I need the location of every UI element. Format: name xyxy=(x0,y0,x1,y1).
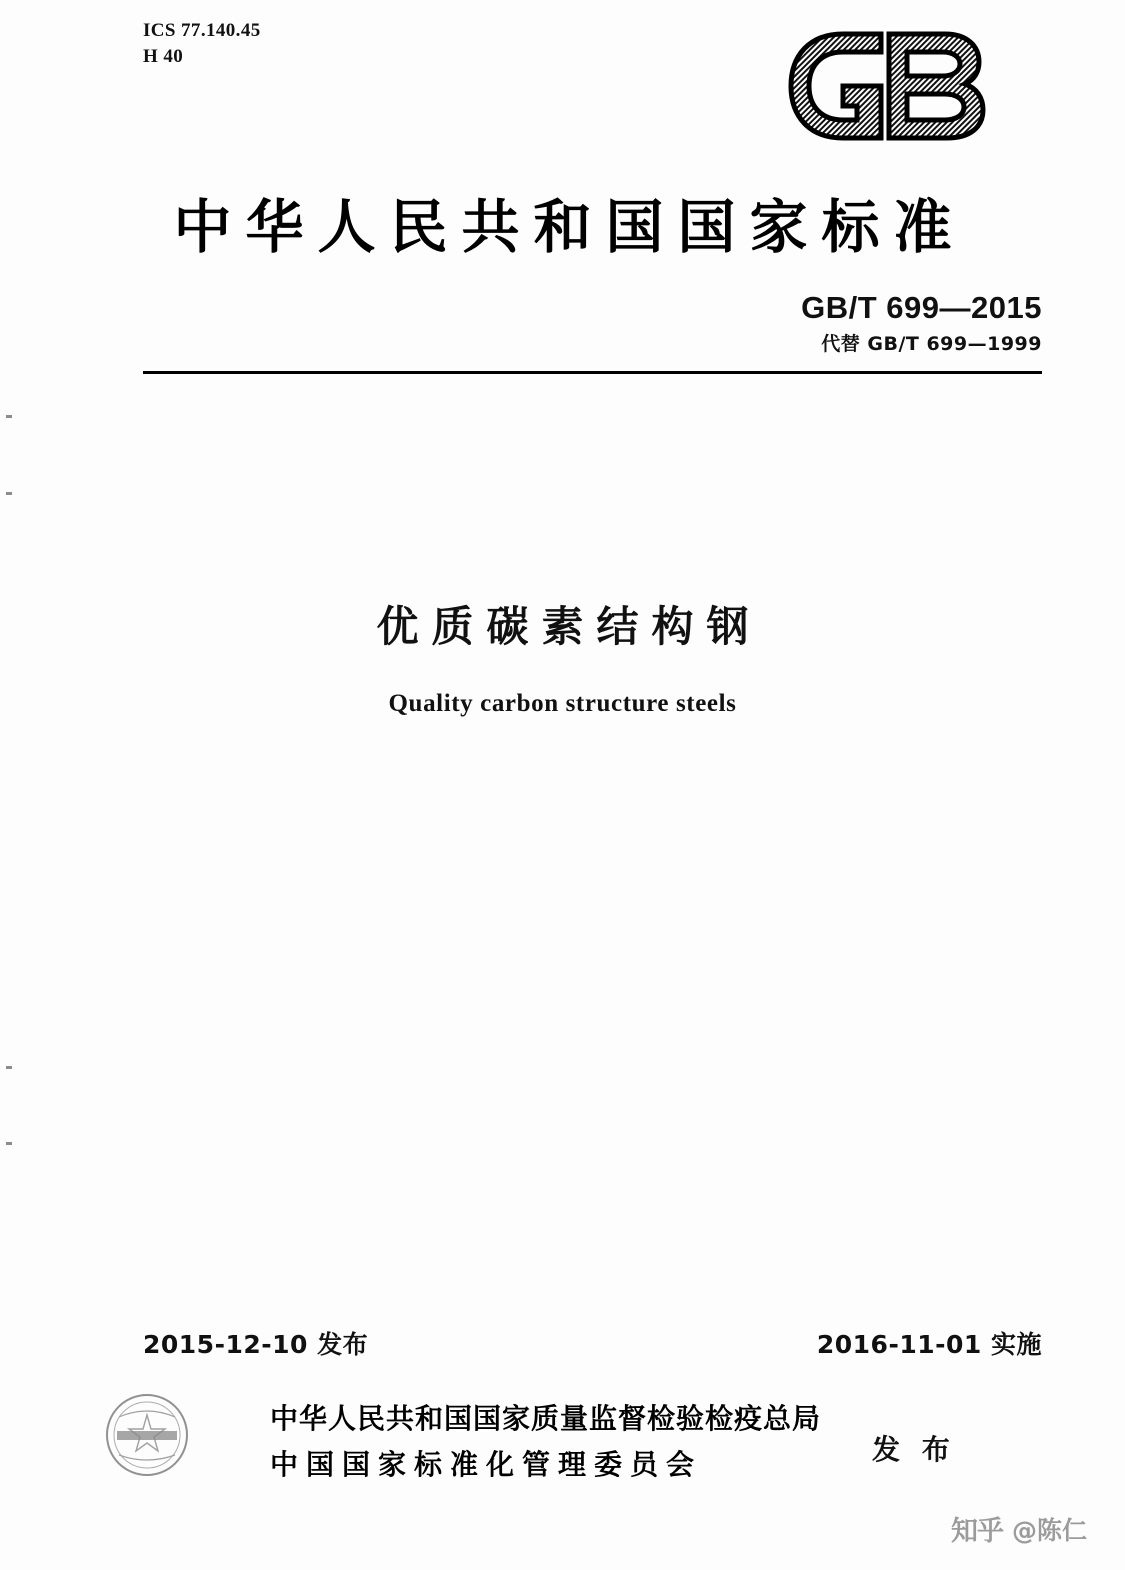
standard-number: GB/T 699—2015 xyxy=(801,290,1042,325)
scan-edge-mark xyxy=(6,415,12,418)
watermark-username: @陈仁 xyxy=(1011,1515,1087,1545)
publisher-line-2: 中国国家标准化管理委员会 xyxy=(270,1448,703,1481)
classification-code: H 40 xyxy=(143,45,184,67)
standard-number-block xyxy=(801,292,1042,356)
implementation-date: 2016-11-01 实施 xyxy=(816,1330,1042,1359)
scan-edge-mark xyxy=(6,1142,12,1145)
publish-verb: 发 布 xyxy=(872,1433,956,1466)
watermark xyxy=(951,1509,1087,1548)
gb-logo-icon xyxy=(785,28,1005,143)
dates-row xyxy=(143,1325,1042,1359)
document-title-english: Quality carbon structure steels xyxy=(388,690,737,717)
official-seal-icon xyxy=(95,1385,200,1490)
publisher-line-1: 中华人民共和国国家质量监督检验检疫总局 xyxy=(270,1402,822,1435)
scan-edge-mark xyxy=(6,1066,12,1069)
issue-date: 2015-12-10 发布 xyxy=(143,1330,369,1359)
ics-code: ICS 77.140.45 xyxy=(143,20,261,41)
document-title-chinese: 优质碳素结构钢 xyxy=(376,602,762,651)
header-divider xyxy=(143,371,1042,374)
standard-replaces: 代替 GB/T 699—1999 xyxy=(821,332,1042,355)
scan-edge-mark xyxy=(6,492,12,495)
ics-classification-block xyxy=(143,18,261,69)
publisher-block xyxy=(270,1397,821,1483)
national-standard-title: 中华人民共和国国家标准 xyxy=(173,193,966,261)
zhihu-logo-icon: 知乎 xyxy=(950,1516,1003,1547)
